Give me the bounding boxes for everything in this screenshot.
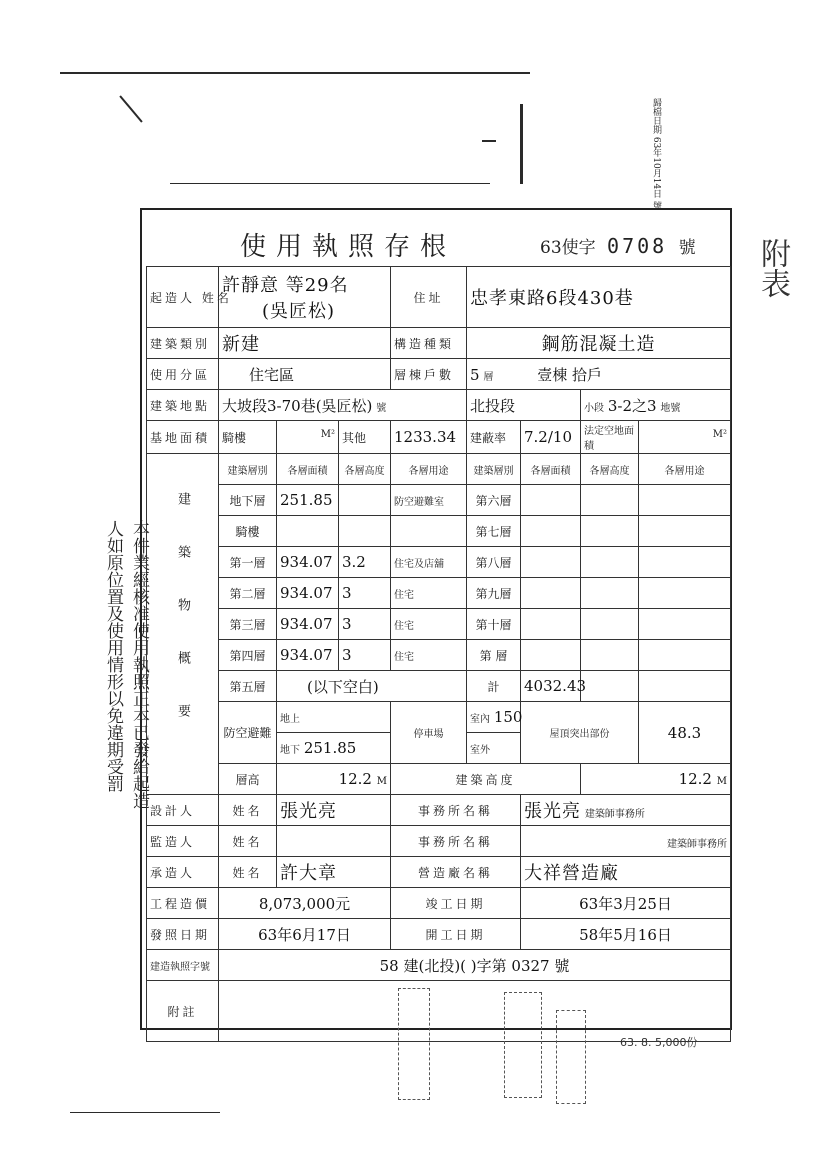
outdoor-label: 室外 bbox=[470, 745, 490, 756]
floor-use: 住宅及店舖 bbox=[391, 547, 467, 578]
air-defense-above bbox=[277, 702, 391, 733]
bldg-height-unit: M bbox=[716, 776, 727, 787]
floor-name: 第五層 bbox=[219, 671, 277, 702]
start-date-label: 開工日期 bbox=[391, 919, 521, 950]
roof-value: 48.3 bbox=[639, 702, 731, 764]
floor-row bbox=[147, 547, 731, 578]
supervisor-office bbox=[521, 826, 731, 857]
hdr-left-3: 各層用途 bbox=[391, 454, 467, 485]
floor-height-right bbox=[581, 516, 639, 547]
arcade-value bbox=[277, 421, 339, 454]
floor-use-right bbox=[639, 516, 731, 547]
floors-unit: 層 bbox=[483, 371, 494, 383]
designer-label: 設計人 bbox=[147, 795, 219, 826]
designer-office bbox=[521, 795, 731, 826]
floor-height: 3 bbox=[339, 578, 391, 609]
floor-name: 第三層 bbox=[219, 609, 277, 640]
designer-name: 張光亮 bbox=[277, 795, 391, 826]
floor-height-right bbox=[581, 485, 639, 516]
hdr-left-2: 各層高度 bbox=[339, 454, 391, 485]
floor-use-right bbox=[639, 485, 731, 516]
arcade-unit: M² bbox=[320, 429, 335, 440]
form-number bbox=[540, 233, 696, 258]
hdr-right-1: 各層面積 bbox=[521, 454, 581, 485]
hdr-left-0: 建築層別 bbox=[219, 454, 277, 485]
margin-note: 本件業經核准使用執照正本已發給起造人如原位置及使用情形以免違期受罰 bbox=[103, 520, 149, 809]
floor-height-right bbox=[581, 547, 639, 578]
form-number-suffix: 號 bbox=[678, 238, 696, 258]
bldg-height-label: 建築高度 bbox=[391, 764, 581, 795]
height-unit: M bbox=[376, 776, 387, 787]
issue-date-label: 發照日期 bbox=[147, 919, 219, 950]
permit-value: 58 建(北投)( )字第 0327 號 bbox=[219, 950, 731, 981]
floor-height-right bbox=[581, 671, 639, 702]
indoor-label: 室內 bbox=[470, 714, 490, 725]
floor-area-right bbox=[521, 516, 581, 547]
height-number: 12.2 bbox=[338, 770, 372, 788]
scan-mark-2 bbox=[482, 140, 496, 142]
remarks-value bbox=[219, 981, 731, 1042]
supervisor-label: 監造人 bbox=[147, 826, 219, 857]
address-label: 住址 bbox=[391, 267, 467, 328]
address-value: 忠孝東路6段430巷 bbox=[467, 267, 731, 328]
floor-area bbox=[277, 516, 339, 547]
applicant-name-2: (吳匠松) bbox=[262, 301, 336, 322]
floors-value: 5 bbox=[470, 365, 480, 384]
floor-height bbox=[339, 485, 391, 516]
supervisor-name bbox=[277, 826, 391, 857]
scan-line-top-2 bbox=[170, 183, 490, 184]
use-zone-value: 住宅區 bbox=[219, 359, 391, 390]
parking-label: 停車場 bbox=[391, 702, 467, 764]
floor-use: 住宅 bbox=[391, 640, 467, 671]
building-category-label: 建築類別 bbox=[147, 328, 219, 359]
floor-height-right bbox=[581, 640, 639, 671]
floor-use-right bbox=[639, 640, 731, 671]
form-number-value: 0708 bbox=[607, 234, 668, 258]
households-value: 壹棟 拾戶 bbox=[537, 365, 602, 384]
seal-stamp-2 bbox=[504, 992, 542, 1098]
use-zone-label: 使用分區 bbox=[147, 359, 219, 390]
applicant-label: 起造人 姓名 bbox=[147, 267, 219, 328]
cost-value: 8,073,000元 bbox=[219, 888, 391, 919]
right-edge-text: 附表 bbox=[755, 238, 790, 298]
floor-row bbox=[147, 485, 731, 516]
structure-type-value: 鋼筋混凝土造 bbox=[467, 328, 731, 359]
floor-area: 934.07 bbox=[277, 640, 339, 671]
floor-name-right: 第七層 bbox=[467, 516, 521, 547]
below-label: 地下 bbox=[280, 745, 300, 756]
footer-print: 63. 8. 5,000份 bbox=[620, 1036, 698, 1049]
floor-name: 第一層 bbox=[219, 547, 277, 578]
hdr-right-0: 建築層別 bbox=[467, 454, 521, 485]
legal-open-label: 法定空地面積 bbox=[581, 421, 639, 454]
floor-area: (以下空白) bbox=[277, 671, 467, 702]
other-value: 1233.34 bbox=[391, 421, 467, 454]
location-value bbox=[219, 390, 467, 421]
location-street: 大坡段3-70巷(吳匠松) bbox=[222, 396, 373, 415]
archive-stamp: 歸檔日期 63年10月14日 號 bbox=[651, 98, 661, 211]
floor-height bbox=[339, 516, 391, 547]
completion-value: 63年3月25日 bbox=[521, 888, 731, 919]
air-defense-label: 防空避難 bbox=[219, 702, 277, 764]
floor-name: 地下層 bbox=[219, 485, 277, 516]
remarks-label: 附註 bbox=[147, 981, 219, 1042]
outdoor bbox=[467, 733, 521, 764]
floor-height-right bbox=[581, 578, 639, 609]
bldg-height-number: 12.2 bbox=[678, 770, 712, 788]
scan-line-top bbox=[60, 72, 530, 74]
designer-office-suffix: 建築師事務所 bbox=[584, 809, 645, 820]
floor-name: 第四層 bbox=[219, 640, 277, 671]
location-section: 北投段 bbox=[467, 390, 581, 421]
seal-stamp-3 bbox=[556, 1010, 586, 1104]
form-number-prefix: 63使字 bbox=[540, 238, 596, 258]
coverage-value: 7.2/10 bbox=[521, 421, 581, 454]
contractor-label: 承造人 bbox=[147, 857, 219, 888]
floor-area-right bbox=[521, 547, 581, 578]
permit-table bbox=[146, 266, 731, 1042]
start-date-value: 58年5月16日 bbox=[521, 919, 731, 950]
scan-line-bottom bbox=[70, 1112, 220, 1113]
designer-office-label: 事務所名稱 bbox=[391, 795, 521, 826]
arcade-label-text: 騎樓 bbox=[222, 430, 247, 445]
structure-type-label: 構造種類 bbox=[391, 328, 467, 359]
floor-use: 防空避難室 bbox=[391, 485, 467, 516]
floor-use-right bbox=[639, 671, 731, 702]
completion-label: 竣工日期 bbox=[391, 888, 521, 919]
floor-row bbox=[147, 671, 731, 702]
lot-number: 3-2之3 bbox=[607, 396, 657, 415]
floors-households-value bbox=[467, 359, 731, 390]
floor-area: 934.07 bbox=[277, 547, 339, 578]
floor-area-right: 4032.43 bbox=[521, 671, 581, 702]
floor-height: 3 bbox=[339, 609, 391, 640]
height-label: 層高 bbox=[219, 764, 277, 795]
seal-stamp-1 bbox=[398, 988, 430, 1100]
floor-row bbox=[147, 609, 731, 640]
roof-label: 屋頂突出部份 bbox=[521, 702, 639, 764]
floor-use-right bbox=[639, 547, 731, 578]
floor-height: 3.2 bbox=[339, 547, 391, 578]
floor-use-right bbox=[639, 609, 731, 640]
floor-area-right bbox=[521, 640, 581, 671]
permit-label: 建造執照字號 bbox=[147, 950, 219, 981]
cost-label: 工程造價 bbox=[147, 888, 219, 919]
floor-area-right bbox=[521, 609, 581, 640]
floor-height: 3 bbox=[339, 640, 391, 671]
hdr-right-3: 各層用途 bbox=[639, 454, 731, 485]
site-area-label: 基地面積 bbox=[147, 421, 219, 454]
air-defense-below bbox=[277, 733, 391, 764]
bldg-height-value bbox=[581, 764, 731, 795]
legal-open-value bbox=[639, 421, 731, 454]
sub-section-label: 小段 bbox=[584, 402, 604, 414]
floor-name-right: 第六層 bbox=[467, 485, 521, 516]
floor-name: 騎樓 bbox=[219, 516, 277, 547]
floor-area: 251.85 bbox=[277, 485, 339, 516]
applicant-value bbox=[219, 267, 391, 328]
supervisor-name-label: 姓名 bbox=[219, 826, 277, 857]
above-label: 地上 bbox=[280, 714, 300, 725]
supervisor-office-suffix: 建築師事務所 bbox=[667, 838, 727, 850]
designer-name-label: 姓名 bbox=[219, 795, 277, 826]
building-summary-label: 建築物概要 bbox=[175, 491, 190, 757]
below-value: 251.85 bbox=[303, 739, 357, 757]
building-summary-side bbox=[147, 454, 219, 795]
floor-name-right: 第十層 bbox=[467, 609, 521, 640]
coverage-label: 建蔽率 bbox=[467, 421, 521, 454]
supervisor-office-label: 事務所名稱 bbox=[391, 826, 521, 857]
floors-households-label: 層棟戶數 bbox=[391, 359, 467, 390]
indoor-value: 150 bbox=[493, 708, 523, 726]
floor-area-right bbox=[521, 485, 581, 516]
floor-height-right bbox=[581, 609, 639, 640]
contractor-firm: 大祥營造廠 bbox=[521, 857, 731, 888]
floor-name-right: 第九層 bbox=[467, 578, 521, 609]
applicant-name: 許靜意 等29名 bbox=[222, 275, 349, 296]
form-title: 使用執照存根 bbox=[240, 232, 457, 262]
location-lot-label: 號 bbox=[376, 402, 387, 414]
floor-use bbox=[391, 516, 467, 547]
lot-suffix: 地號 bbox=[660, 402, 681, 414]
floor-use: 住宅 bbox=[391, 609, 467, 640]
floor-use: 住宅 bbox=[391, 578, 467, 609]
indoor bbox=[467, 702, 521, 733]
scan-mark bbox=[119, 95, 142, 122]
location-lot bbox=[581, 390, 731, 421]
contractor-name: 許大章 bbox=[277, 857, 391, 888]
hdr-left-1: 各層面積 bbox=[277, 454, 339, 485]
issue-date-value: 63年6月17日 bbox=[219, 919, 391, 950]
floor-area: 934.07 bbox=[277, 609, 339, 640]
floor-row bbox=[147, 640, 731, 671]
floor-row bbox=[147, 578, 731, 609]
arcade-label bbox=[219, 421, 277, 454]
floor-row bbox=[147, 516, 731, 547]
floor-name-right: 計 bbox=[467, 671, 521, 702]
floor-name: 第二層 bbox=[219, 578, 277, 609]
building-category-value: 新建 bbox=[219, 328, 391, 359]
floor-area: 934.07 bbox=[277, 578, 339, 609]
scan-mark-3 bbox=[520, 104, 523, 184]
hdr-right-2: 各層高度 bbox=[581, 454, 639, 485]
floor-name-right: 第 層 bbox=[467, 640, 521, 671]
designer-office-name: 張光亮 bbox=[524, 801, 581, 822]
contractor-firm-label: 營造廠名稱 bbox=[391, 857, 521, 888]
height-value bbox=[277, 764, 391, 795]
location-label: 建築地點 bbox=[147, 390, 219, 421]
contractor-name-label: 姓名 bbox=[219, 857, 277, 888]
legal-open-unit: M² bbox=[712, 429, 727, 440]
floor-name-right: 第八層 bbox=[467, 547, 521, 578]
floor-area-right bbox=[521, 578, 581, 609]
other-label: 其他 bbox=[339, 421, 391, 454]
floor-use-right bbox=[639, 578, 731, 609]
